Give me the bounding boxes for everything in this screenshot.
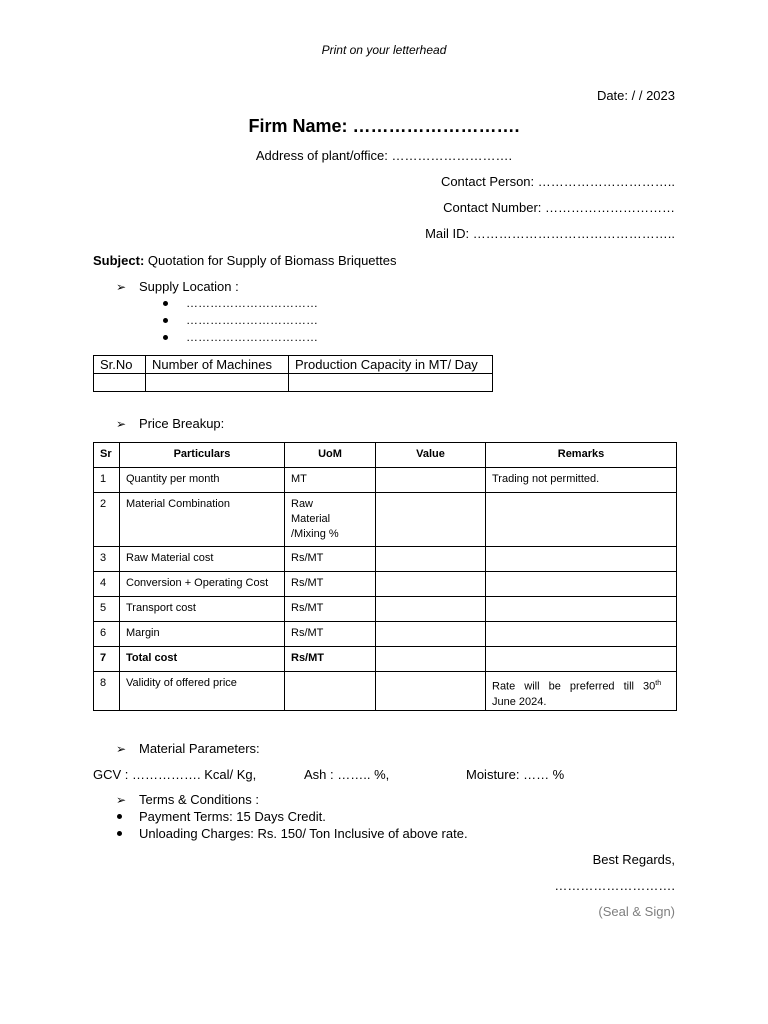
particulars-cell: Material Combination (120, 493, 285, 547)
remarks-cell: Trading not permitted. (486, 468, 677, 493)
sr-cell: 3 (94, 547, 120, 572)
seal-sign-note: (Seal & Sign) (598, 904, 675, 919)
remarks-cell (486, 547, 677, 572)
remarks-cell (486, 672, 677, 711)
table-row (94, 468, 677, 493)
supply-location-heading: Supply Location : (139, 279, 239, 294)
sr-cell: 8 (94, 672, 120, 711)
address-line: Address of plant/office: ………………………. (255, 148, 513, 163)
best-regards: Best Regards, (592, 852, 675, 867)
remarks-cell (486, 597, 677, 622)
contact-number: Contact Number: ………………………… (443, 200, 675, 215)
particulars-cell: Raw Material cost (120, 547, 285, 572)
table-cell[interactable] (146, 374, 289, 392)
particulars-cell: Validity of offered price (120, 672, 285, 711)
value-cell[interactable] (376, 672, 486, 711)
material-parameters-heading: Material Parameters: (139, 741, 260, 756)
uom-text: Raw Material /Mixing % (291, 498, 339, 540)
arrow-bullet-icon: ➢ (116, 417, 127, 431)
bullet-dot-icon (117, 814, 122, 819)
column-header: UoM (285, 443, 376, 468)
arrow-bullet-icon: ➢ (116, 742, 127, 756)
uom-cell (285, 493, 376, 547)
table-row (94, 547, 677, 572)
ash-field: Ash : …….. %, (304, 767, 390, 782)
signature-line: ………………………. (554, 878, 675, 893)
bullet-dot-icon (163, 301, 168, 306)
remarks-cell (486, 622, 677, 647)
table-row (94, 622, 677, 647)
sr-cell: 6 (94, 622, 120, 647)
table-row-total (94, 647, 677, 672)
value-cell[interactable] (376, 493, 486, 547)
particulars-cell: Total cost (120, 647, 285, 672)
terms-item-payment: Payment Terms: 15 Days Credit. (139, 809, 326, 824)
uom-cell: Rs/MT (285, 597, 376, 622)
table-row (94, 374, 493, 392)
terms-item-unloading: Unloading Charges: Rs. 150/ Ton Inclusive of above rate. (139, 826, 468, 841)
table-row (94, 672, 677, 711)
sr-cell: 1 (94, 468, 120, 493)
uom-cell: MT (285, 468, 376, 493)
remarks-cell (486, 647, 677, 672)
table-header-row (94, 356, 493, 374)
uom-cell: Rs/MT (285, 547, 376, 572)
remarks-cell (486, 572, 677, 597)
uom-cell (285, 672, 376, 711)
subject-text: Quotation for Supply of Biomass Briquettes (144, 253, 397, 268)
price-table (93, 442, 677, 711)
remarks-sup: th (655, 680, 662, 687)
machines-table (93, 355, 493, 392)
table-row (94, 572, 677, 597)
uom-cell: Rs/MT (285, 572, 376, 597)
column-header: Number of Machines (146, 356, 289, 374)
value-cell[interactable] (376, 572, 486, 597)
bullet-dot-icon (117, 831, 122, 836)
terms-heading: Terms & Conditions : (139, 792, 259, 807)
price-breakup-heading: Price Breakup: (139, 416, 225, 431)
table-cell[interactable] (289, 374, 493, 392)
particulars-cell: Quantity per month (120, 468, 285, 493)
gcv-field: GCV : ……………. Kcal/ Kg, (93, 767, 257, 782)
subject-line (93, 253, 396, 268)
remarks-line (492, 676, 668, 695)
mail-id: Mail ID: ……………………………………….. (425, 226, 675, 241)
column-header: Sr.No (94, 356, 146, 374)
particulars-cell: Transport cost (120, 597, 285, 622)
remarks-cell (486, 493, 677, 547)
table-header-row (94, 443, 677, 468)
sr-cell: 7 (94, 647, 120, 672)
subject-label: Subject: (93, 253, 145, 268)
remarks-text: Rate will be preferred till 30 (492, 680, 656, 693)
sr-cell: 5 (94, 597, 120, 622)
value-cell[interactable] (376, 547, 486, 572)
supply-location-item: …………………………… (186, 313, 318, 327)
value-cell[interactable] (376, 647, 486, 672)
value-cell[interactable] (376, 468, 486, 493)
table-row (94, 493, 677, 547)
supply-location-item: …………………………… (186, 330, 318, 344)
column-header: Value (376, 443, 486, 468)
date-line: Date: / / 2023 (596, 88, 675, 103)
table-cell[interactable] (94, 374, 146, 392)
bullet-dot-icon (163, 335, 168, 340)
sr-cell: 4 (94, 572, 120, 597)
contact-person: Contact Person: ………………………….. (440, 174, 675, 189)
uom-cell: Rs/MT (285, 647, 376, 672)
value-cell[interactable] (376, 622, 486, 647)
particulars-cell: Margin (120, 622, 285, 647)
table-row (94, 597, 677, 622)
bullet-dot-icon (163, 318, 168, 323)
supply-location-item: …………………………… (186, 296, 318, 310)
column-header: Remarks (486, 443, 677, 468)
particulars-cell: Conversion + Operating Cost (120, 572, 285, 597)
moisture-field: Moisture: …… % (466, 767, 565, 782)
letterhead-note: Print on your letterhead (321, 43, 447, 57)
arrow-bullet-icon: ➢ (116, 280, 127, 294)
uom-cell: Rs/MT (285, 622, 376, 647)
remarks-line-2: June 2024. (492, 695, 547, 708)
value-cell[interactable] (376, 597, 486, 622)
arrow-bullet-icon: ➢ (116, 793, 127, 807)
column-header: Particulars (120, 443, 285, 468)
sr-cell: 2 (94, 493, 120, 547)
column-header: Sr (94, 443, 120, 468)
column-header: Production Capacity in MT/ Day (289, 356, 493, 374)
firm-name: Firm Name: ………………………. (248, 116, 520, 136)
